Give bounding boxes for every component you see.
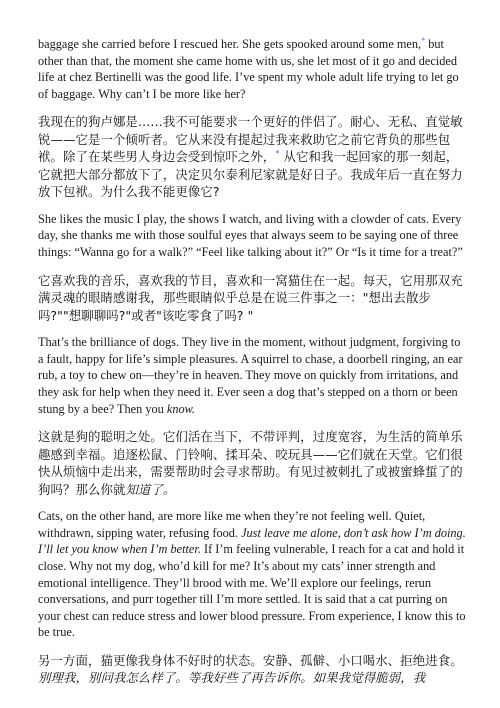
paragraph-en-3 <box>38 334 466 417</box>
footnote-marker[interactable]: * <box>275 149 280 159</box>
text-segment: That’s the brilliance of dogs. They live in the moment, without judgment, forgiving to a fault, happy for life’s simple pleasures. A squirrel to chase, a doorbell ringing, an ear rub, a toy to chew on—they’re in heaven. They move on quickly from irritations, and they ask for help when they need it. Ever seen a dog that’s stepped on a thorn or been stung by a bee? Then you <box>38 335 463 416</box>
text-segment: 另一方面，猫更像我身体不好时的状态。安静、孤僻、小口喝水、拒绝进食。 <box>38 652 463 668</box>
paragraph-zh-3 <box>38 428 466 498</box>
text-segment: 这就是狗的聪明之处。它们活在当下，不带评判，过度宽容，为生活的简单乐趣感到幸福。追逐松鼠、门铃响、揉耳朵、咬玩具——它们就在天堂。它们很快从烦恼中走出来，需要帮助时会寻求帮助。有见过被刺扎了或被蜜蜂蜇了的狗吗？那么你就 <box>38 429 463 497</box>
paragraph-zh-2 <box>38 272 466 325</box>
book-page <box>38 36 466 697</box>
text-segment: Cats, on the other hand, are more like me when they’re not feeling well. Quiet, withdrawn, sipping water, refusing food. <box>38 509 426 540</box>
italic-text: 知道了。 <box>125 481 176 497</box>
text-segment: baggage she carried before I rescued her. She gets spooked around some men, <box>38 37 422 51</box>
italic-text: 别理我，别问我怎么样了。等我好些了再告诉你。如果我觉得脆弱，我 <box>38 670 426 686</box>
text-segment: but other than that, the moment she came home with us, she let most of it go and decided life at chez Bertinelli was the good life. I’ve spent my whole adult life trying to let go of baggage. Why can’t I be more like her? <box>38 37 459 101</box>
paragraph-en-4 <box>38 508 466 641</box>
paragraph-en-2 <box>38 211 466 261</box>
text-segment: She likes the music I play, the shows I watch, and living with a clowder of cats. Every day, she thanks me with those soulful eyes that always seem to be saying one of three things: “Wanna go for a walk?” “Feel like talking about it?” Or “Is it time for a treat?” <box>38 211 463 260</box>
text-segment: 从它和我一起回家的那一刻起，它就把大部分都放下了，决定贝尔泰利尼家就是好日子。我成年后一直在努力放下包袱。为什么我不能更像它? <box>38 149 463 200</box>
text-segment: 我现在的狗卢娜是……我不可能要求一个更好的伴侣了。耐心、无私、直觉敏锐——它是一个倾听者。它从来没有提起过我来救助它之前它背负的那些包袱。除了在某些男人身边会受到惊吓之外， <box>38 114 463 165</box>
italic-text: Just leave me alone, don’t ask how I’m doing. I’ll let you know when I’m better. <box>38 525 466 557</box>
footnote-marker[interactable]: * <box>421 35 426 45</box>
paragraph-en-1 <box>38 36 466 102</box>
text-segment: If I’m feeling vulnerable, I reach for a cat and hold it close. Why not my dog, who’d kill for me? It’s about my cats’ inner strength and emotional intelligence. They’ll brood with me. We’ll explore our feelings, rerun conversations, and purr together till I’m more settled. It is said that a cat purring on your chest can reduce stress and lower blood pressure. From experience, I know this to be true. <box>38 542 466 640</box>
italic-text: know. <box>166 401 195 416</box>
paragraph-zh-1 <box>38 113 466 201</box>
paragraph-zh-4 <box>38 652 466 687</box>
text-segment: 它喜欢我的音乐，喜欢我的节目，喜欢和一窝猫住在一起。每天，它用那双充满灵魂的眼睛感谢我，那些眼睛似乎总是在说三件事之一："想出去散步吗?""想聊聊吗?"或者"该吃零食了吗? " <box>38 272 463 323</box>
